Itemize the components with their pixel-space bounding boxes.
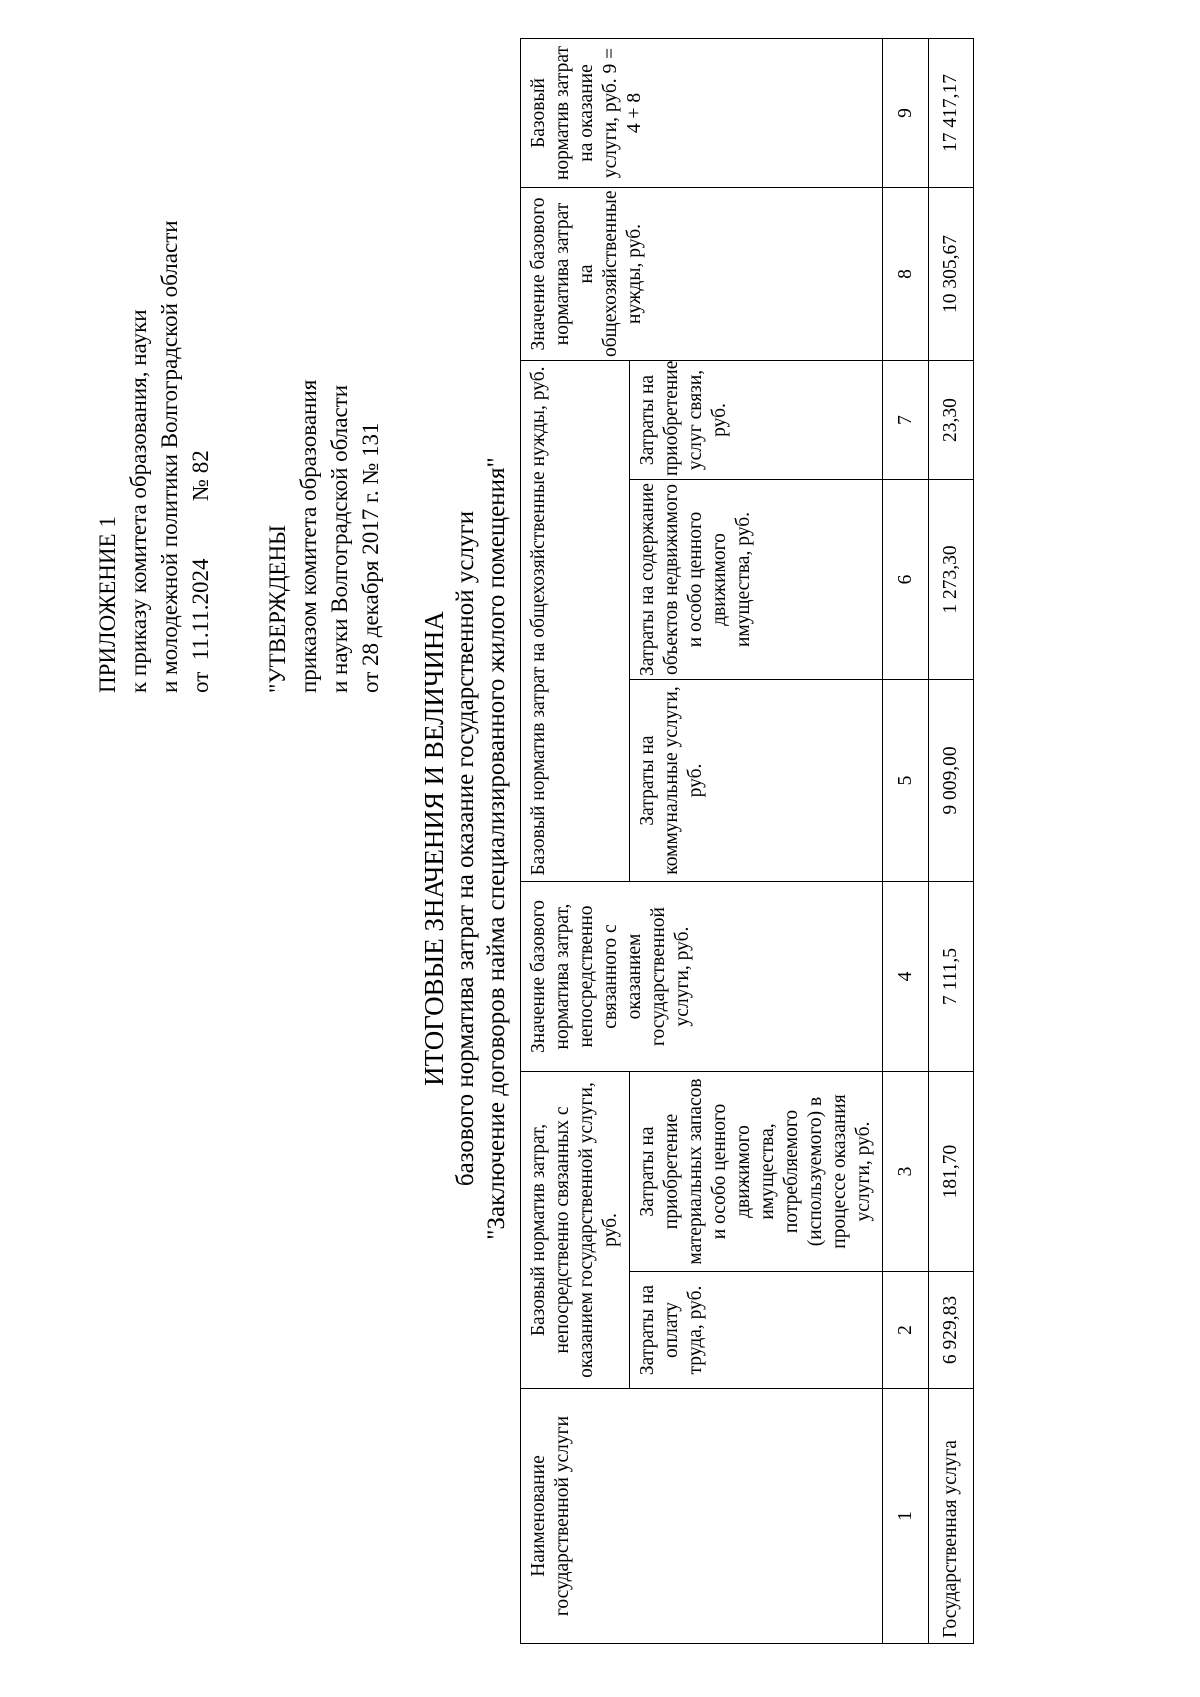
header-materials: Затраты на приобретение материальных запасов и особо ценного движимого имущества, потребляемого (используемого) в процессе оказания услуги, руб. <box>630 1072 883 1272</box>
column-number: 7 <box>883 360 929 479</box>
approval-block <box>262 380 386 693</box>
appendix-line: от 11.11.2024 № 82 <box>188 450 213 693</box>
column-number: 5 <box>883 680 929 882</box>
approval-line: приказом комитета образования <box>296 379 321 693</box>
column-number: 6 <box>883 480 929 680</box>
approval-line: и науки Волгоградской области <box>327 384 352 693</box>
header-direct-total: Значение базового норматива затрат, непосредственно связанного с оказанием государственной услуги, руб. <box>521 882 883 1072</box>
appendix-line: к приказу комитета образования, науки <box>126 309 151 693</box>
column-number: 1 <box>883 1389 929 1644</box>
service-name-cell: Государственная услуга <box>929 1389 974 1644</box>
document-title <box>418 0 512 1697</box>
title-line-2: базового норматива затрат на оказание государственной услуги <box>452 510 479 1187</box>
column-number: 2 <box>883 1272 929 1389</box>
approval-line: "УТВЕРЖДЕНЫ <box>265 524 290 693</box>
value-cell: 10 305,67 <box>929 187 974 360</box>
column-number: 9 <box>883 38 929 187</box>
value-cell: 9 009,00 <box>929 680 974 882</box>
header-property: Затраты на содержание объектов недвижимого и особо ценного движимого имущества, руб. <box>630 480 883 680</box>
value-cell: 181,70 <box>929 1072 974 1272</box>
appendix-line: ПРИЛОЖЕНИЕ 1 <box>95 516 120 693</box>
value-cell: 23,30 <box>929 360 974 479</box>
header-direct-group: Базовый норматив затрат, непосредственно связанных с оказанием государственной услуги, руб. <box>521 1072 630 1389</box>
norms-table <box>520 38 974 1644</box>
header-base-total: Базовый норматив затрат на оказание услуги, руб. 9 = 4 + 8 <box>521 38 883 187</box>
value-cell: 7 111,5 <box>929 882 974 1072</box>
header-labor: Затраты на оплату труда, руб. <box>630 1272 883 1389</box>
column-number: 8 <box>883 187 929 360</box>
title-line-3: "Заключение договоров найма специализированного жилого помещения" <box>483 457 510 1240</box>
column-number: 4 <box>883 882 929 1072</box>
value-cell: 6 929,83 <box>929 1272 974 1389</box>
header-utilities: Затраты на коммунальные услуги, руб. <box>630 680 883 882</box>
value-cell: 1 273,30 <box>929 480 974 680</box>
value-cell: 17 417,17 <box>929 38 974 187</box>
column-number: 3 <box>883 1072 929 1272</box>
header-communications: Затраты на приобретение услуг связи, руб. <box>630 360 883 479</box>
approval-line: от 28 декабря 2017 г. № 131 <box>358 422 383 693</box>
header-general-total: Значение базового норматива затрат на общехозяйственные нужды, руб. <box>521 187 883 360</box>
header-service-name: Наименование государственной услуги <box>521 1389 883 1644</box>
header-general-group: Базовый норматив затрат на общехозяйственные нужды, руб. <box>521 360 630 881</box>
column-number-row <box>883 38 929 1643</box>
header-row-1 <box>521 38 630 1643</box>
title-line-1: ИТОГОВЫЕ ЗНАЧЕНИЯ И ВЕЛИЧИНА <box>419 611 449 1086</box>
appendix-line: и молодежной политики Волгоградской области <box>157 220 182 693</box>
table-row <box>929 38 974 1643</box>
appendix-block <box>92 220 216 693</box>
